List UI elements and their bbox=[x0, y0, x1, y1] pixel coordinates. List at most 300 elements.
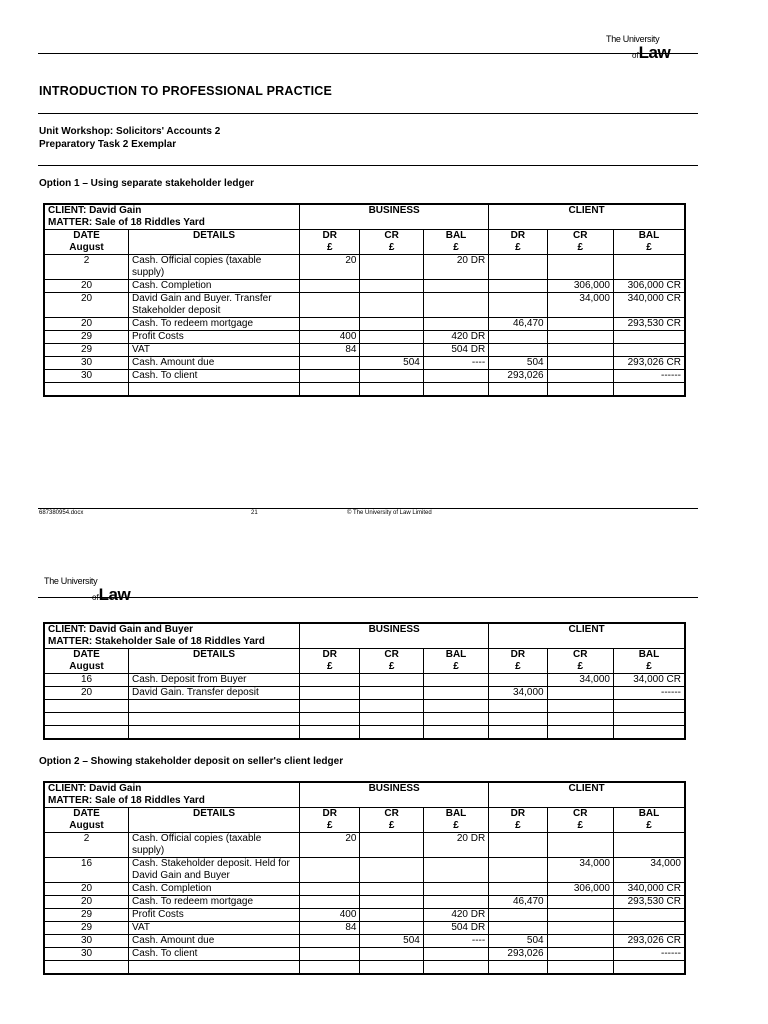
business-bal-cell: 20 DR bbox=[423, 255, 488, 280]
client-cr-cell: 34,000 bbox=[547, 674, 613, 687]
date-cell: 20 bbox=[44, 280, 129, 293]
business-dr-cell: 84 bbox=[300, 344, 360, 357]
client-matter-cell bbox=[44, 623, 300, 649]
date-cell: 29 bbox=[44, 922, 129, 935]
client-bal-cell: 293,530 CR bbox=[613, 896, 685, 909]
logo-of: of bbox=[92, 593, 99, 602]
business-dr-cell bbox=[300, 948, 360, 961]
business-header: BUSINESS bbox=[300, 623, 489, 649]
client-dr-cell bbox=[489, 713, 547, 726]
business-cr-cell bbox=[360, 922, 423, 935]
ledger-row bbox=[44, 293, 685, 318]
business-bal-header bbox=[423, 230, 488, 255]
matter-name: MATTER: Stakeholder Sale of 18 Riddles Yard bbox=[48, 636, 265, 647]
business-dr-cell bbox=[300, 700, 360, 713]
details-cell: Cash. Completion bbox=[129, 280, 300, 293]
date-header bbox=[44, 808, 129, 833]
client-dr-cell: 504 bbox=[489, 935, 547, 948]
cr-label: CR bbox=[384, 808, 399, 819]
business-bal-cell: 504 DR bbox=[423, 344, 488, 357]
date-cell: 20 bbox=[44, 293, 129, 318]
client-cr-header bbox=[547, 808, 613, 833]
stakeholder-ledger bbox=[43, 622, 686, 740]
business-bal-cell bbox=[423, 726, 488, 740]
ledger-row bbox=[44, 935, 685, 948]
pound-label: £ bbox=[646, 661, 652, 672]
details-cell: Cash. Official copies (taxable supply) bbox=[129, 833, 300, 858]
business-dr-header bbox=[300, 230, 360, 255]
client-bal-cell: ------ bbox=[613, 948, 685, 961]
business-dr-header bbox=[300, 808, 360, 833]
date-header bbox=[44, 230, 129, 255]
ledger-row bbox=[44, 383, 685, 397]
client-cr-cell bbox=[547, 318, 613, 331]
client-bal-cell bbox=[613, 961, 685, 975]
date-cell: 30 bbox=[44, 935, 129, 948]
business-cr-cell bbox=[360, 293, 423, 318]
ledger-row bbox=[44, 896, 685, 909]
client-dr-cell bbox=[489, 280, 547, 293]
business-bal-cell bbox=[423, 293, 488, 318]
bal-label: BAL bbox=[445, 808, 467, 819]
details-cell: Cash. Amount due bbox=[129, 935, 300, 948]
footer-copyright: © The University of Law Limited bbox=[347, 510, 432, 516]
client-bal-cell bbox=[613, 713, 685, 726]
business-cr-cell bbox=[360, 344, 423, 357]
client-cr-cell: 306,000 bbox=[547, 280, 613, 293]
client-cr-cell bbox=[547, 331, 613, 344]
client-dr-cell bbox=[489, 922, 547, 935]
date-cell bbox=[44, 700, 129, 713]
business-bal-cell bbox=[423, 383, 488, 397]
client-cr-cell bbox=[547, 896, 613, 909]
date-cell: 30 bbox=[44, 357, 129, 370]
pound-label: £ bbox=[388, 661, 395, 672]
business-bal-cell bbox=[423, 687, 488, 700]
client-dr-cell bbox=[489, 331, 547, 344]
ledger-row bbox=[44, 922, 685, 935]
column-header-row bbox=[44, 230, 685, 255]
business-dr-cell bbox=[300, 293, 360, 318]
business-bal-cell bbox=[423, 700, 488, 713]
ledger-row bbox=[44, 255, 685, 280]
business-dr-cell bbox=[300, 896, 360, 909]
cr-label: CR bbox=[573, 808, 588, 819]
business-dr-cell: 400 bbox=[300, 909, 360, 922]
business-bal-cell bbox=[423, 370, 488, 383]
client-bal-cell: 293,530 CR bbox=[613, 318, 685, 331]
client-dr-cell bbox=[489, 293, 547, 318]
client-cr-cell bbox=[547, 948, 613, 961]
client-bal-cell: 293,026 CR bbox=[613, 357, 685, 370]
ledger-row bbox=[44, 858, 685, 883]
bal-label: BAL bbox=[638, 230, 660, 241]
cr-label: CR bbox=[384, 230, 399, 241]
date-cell bbox=[44, 713, 129, 726]
bal-label: BAL bbox=[445, 230, 467, 241]
dr-label: DR bbox=[510, 230, 526, 241]
details-cell: Cash. To redeem mortgage bbox=[129, 318, 300, 331]
date-cell: 20 bbox=[44, 687, 129, 700]
client-name: CLIENT: David Gain bbox=[48, 783, 142, 794]
client-bal-cell: 340,000 CR bbox=[613, 293, 685, 318]
client-dr-cell bbox=[489, 961, 547, 975]
client-bal-cell bbox=[613, 255, 685, 280]
client-dr-cell bbox=[489, 255, 547, 280]
client-cr-cell bbox=[547, 357, 613, 370]
client-cr-cell bbox=[547, 713, 613, 726]
business-dr-cell bbox=[300, 687, 360, 700]
column-header-row bbox=[44, 649, 685, 674]
client-cr-cell bbox=[547, 833, 613, 858]
client-bal-header bbox=[613, 230, 685, 255]
client-cr-cell bbox=[547, 700, 613, 713]
ledger-header-row bbox=[44, 782, 685, 808]
client-cr-cell: 34,000 bbox=[547, 858, 613, 883]
date-cell: 16 bbox=[44, 674, 129, 687]
details-cell bbox=[129, 726, 300, 740]
dr-label: DR bbox=[322, 649, 337, 660]
date-cell: 29 bbox=[44, 331, 129, 344]
business-cr-cell bbox=[360, 858, 423, 883]
client-bal-cell: ------ bbox=[613, 370, 685, 383]
client-dr-cell bbox=[489, 344, 547, 357]
details-cell bbox=[129, 713, 300, 726]
details-cell bbox=[129, 700, 300, 713]
business-cr-cell bbox=[360, 700, 423, 713]
business-cr-cell bbox=[360, 909, 423, 922]
bal-label: BAL bbox=[638, 649, 660, 660]
ledger-row bbox=[44, 318, 685, 331]
business-dr-header bbox=[300, 649, 360, 674]
logo-line1: The University bbox=[606, 34, 660, 44]
client-dr-cell bbox=[489, 726, 547, 740]
client-name: CLIENT: David Gain bbox=[48, 205, 142, 216]
business-bal-cell bbox=[423, 318, 488, 331]
business-dr-cell bbox=[300, 935, 360, 948]
dr-label: DR bbox=[322, 230, 337, 241]
month-label: August bbox=[69, 242, 104, 253]
pound-label: £ bbox=[388, 242, 395, 253]
client-cr-cell bbox=[547, 922, 613, 935]
date-cell: 2 bbox=[44, 255, 129, 280]
business-dr-cell: 20 bbox=[300, 255, 360, 280]
client-bal-cell bbox=[613, 331, 685, 344]
date-cell: 20 bbox=[44, 883, 129, 896]
client-cr-cell bbox=[547, 255, 613, 280]
task-title: Preparatory Task 2 Exemplar bbox=[39, 139, 177, 150]
client-cr-cell bbox=[547, 726, 613, 740]
footer-page-number: 21 bbox=[251, 510, 258, 516]
cr-label: CR bbox=[573, 230, 588, 241]
details-cell: Cash. Amount due bbox=[129, 357, 300, 370]
client-dr-cell: 34,000 bbox=[489, 687, 547, 700]
client-cr-cell bbox=[547, 370, 613, 383]
dr-label: DR bbox=[510, 808, 526, 819]
footer-rule bbox=[38, 508, 698, 509]
details-cell: Cash. To client bbox=[129, 948, 300, 961]
business-cr-cell: 504 bbox=[360, 357, 423, 370]
logo-law: Law bbox=[638, 43, 671, 62]
client-cr-cell: 34,000 bbox=[547, 293, 613, 318]
university-logo bbox=[606, 30, 670, 62]
header-rule bbox=[38, 53, 698, 54]
business-dr-cell bbox=[300, 280, 360, 293]
details-cell: Cash. Completion bbox=[129, 883, 300, 896]
date-cell bbox=[44, 383, 129, 397]
client-cr-cell bbox=[547, 383, 613, 397]
business-dr-cell bbox=[300, 318, 360, 331]
client-bal-cell: 34,000 bbox=[613, 858, 685, 883]
client-ledger-option2 bbox=[43, 781, 686, 975]
ledger-row bbox=[44, 961, 685, 975]
pound-label: £ bbox=[577, 820, 584, 831]
business-bal-cell: 504 DR bbox=[423, 922, 488, 935]
option2-heading: Option 2 – Showing stakeholder deposit on seller's client ledger bbox=[39, 756, 344, 767]
client-bal-cell bbox=[613, 909, 685, 922]
pound-label: £ bbox=[577, 242, 584, 253]
client-matter-cell bbox=[44, 204, 300, 230]
pound-label: £ bbox=[388, 820, 395, 831]
option1-heading: Option 1 – Using separate stakeholder ledger bbox=[39, 178, 255, 189]
client-ledger-option1 bbox=[43, 203, 686, 397]
business-bal-header bbox=[423, 808, 488, 833]
dr-label: DR bbox=[322, 808, 337, 819]
matter-name: MATTER: Sale of 18 Riddles Yard bbox=[48, 795, 205, 806]
details-cell: Profit Costs bbox=[129, 909, 300, 922]
business-cr-cell bbox=[360, 687, 423, 700]
client-dr-cell bbox=[489, 383, 547, 397]
details-header: DETAILS bbox=[129, 649, 300, 674]
ledger-row bbox=[44, 713, 685, 726]
cr-label: CR bbox=[573, 649, 588, 660]
client-bal-cell: 340,000 CR bbox=[613, 883, 685, 896]
details-cell: Cash. To client bbox=[129, 370, 300, 383]
ledger-header-row bbox=[44, 204, 685, 230]
client-bal-header bbox=[613, 808, 685, 833]
client-bal-cell: 34,000 CR bbox=[613, 674, 685, 687]
date-label: DATE bbox=[73, 230, 100, 241]
date-cell bbox=[44, 726, 129, 740]
business-cr-cell bbox=[360, 726, 423, 740]
pound-label: £ bbox=[646, 820, 652, 831]
business-bal-cell bbox=[423, 948, 488, 961]
client-dr-cell bbox=[489, 700, 547, 713]
business-cr-cell bbox=[360, 318, 423, 331]
business-cr-cell bbox=[360, 674, 423, 687]
date-cell: 30 bbox=[44, 948, 129, 961]
details-cell: David Gain and Buyer. Transfer Stakeholder deposit bbox=[129, 293, 300, 318]
client-bal-cell bbox=[613, 726, 685, 740]
header-rule bbox=[38, 597, 698, 598]
pound-label: £ bbox=[453, 661, 459, 672]
ledger-row bbox=[44, 687, 685, 700]
ledger-row bbox=[44, 909, 685, 922]
client-dr-cell bbox=[489, 858, 547, 883]
client-bal-cell bbox=[613, 700, 685, 713]
pound-label: £ bbox=[577, 661, 584, 672]
client-header: CLIENT bbox=[489, 204, 685, 230]
business-header: BUSINESS bbox=[300, 204, 489, 230]
ledger-row bbox=[44, 344, 685, 357]
client-bal-cell bbox=[613, 344, 685, 357]
business-dr-cell bbox=[300, 357, 360, 370]
business-dr-cell bbox=[300, 883, 360, 896]
bal-label: BAL bbox=[445, 649, 467, 660]
logo-law: Law bbox=[98, 585, 131, 604]
details-cell: Cash. Official copies (taxable supply) bbox=[129, 255, 300, 280]
business-bal-cell bbox=[423, 858, 488, 883]
client-cr-cell bbox=[547, 344, 613, 357]
column-header-row bbox=[44, 808, 685, 833]
client-dr-cell bbox=[489, 909, 547, 922]
ledger-row bbox=[44, 674, 685, 687]
details-cell: Profit Costs bbox=[129, 331, 300, 344]
business-dr-cell: 84 bbox=[300, 922, 360, 935]
pound-label: £ bbox=[326, 820, 333, 831]
details-cell: Cash. Deposit from Buyer bbox=[129, 674, 300, 687]
client-cr-header bbox=[547, 649, 613, 674]
month-label: August bbox=[69, 661, 104, 672]
business-cr-header bbox=[360, 649, 423, 674]
business-cr-cell bbox=[360, 833, 423, 858]
business-cr-cell bbox=[360, 280, 423, 293]
client-cr-cell bbox=[547, 961, 613, 975]
date-cell: 16 bbox=[44, 858, 129, 883]
logo-of: of bbox=[632, 51, 639, 60]
business-cr-cell bbox=[360, 370, 423, 383]
business-bal-cell bbox=[423, 713, 488, 726]
business-dr-cell bbox=[300, 383, 360, 397]
business-dr-cell bbox=[300, 858, 360, 883]
client-cr-cell bbox=[547, 935, 613, 948]
details-cell: Cash. Stakeholder deposit. Held for David Gain and Buyer bbox=[129, 858, 300, 883]
business-bal-cell: 20 DR bbox=[423, 833, 488, 858]
client-cr-cell bbox=[547, 687, 613, 700]
business-bal-cell: ---- bbox=[423, 935, 488, 948]
client-dr-cell bbox=[489, 674, 547, 687]
client-dr-cell: 293,026 bbox=[489, 370, 547, 383]
client-matter-cell bbox=[44, 782, 300, 808]
ledger-row bbox=[44, 357, 685, 370]
date-cell bbox=[44, 961, 129, 975]
date-label: DATE bbox=[73, 649, 100, 660]
date-header bbox=[44, 649, 129, 674]
client-bal-cell bbox=[613, 922, 685, 935]
client-dr-cell bbox=[489, 833, 547, 858]
pound-label: £ bbox=[453, 242, 459, 253]
pound-label: £ bbox=[515, 820, 521, 831]
client-header: CLIENT bbox=[489, 623, 685, 649]
date-cell: 29 bbox=[44, 344, 129, 357]
business-dr-cell bbox=[300, 713, 360, 726]
ledger-row bbox=[44, 331, 685, 344]
client-dr-header bbox=[489, 808, 547, 833]
client-header: CLIENT bbox=[489, 782, 685, 808]
business-dr-cell bbox=[300, 726, 360, 740]
client-dr-cell bbox=[489, 883, 547, 896]
business-dr-cell: 400 bbox=[300, 331, 360, 344]
business-cr-cell bbox=[360, 896, 423, 909]
pound-label: £ bbox=[646, 242, 652, 253]
date-cell: 2 bbox=[44, 833, 129, 858]
pound-label: £ bbox=[326, 661, 333, 672]
client-bal-cell: 293,026 CR bbox=[613, 935, 685, 948]
details-cell: David Gain. Transfer deposit bbox=[129, 687, 300, 700]
business-dr-cell bbox=[300, 370, 360, 383]
business-bal-cell: 420 DR bbox=[423, 909, 488, 922]
month-label: August bbox=[69, 820, 104, 831]
business-cr-cell bbox=[360, 961, 423, 975]
ledger-row bbox=[44, 948, 685, 961]
business-cr-cell bbox=[360, 331, 423, 344]
date-cell: 30 bbox=[44, 370, 129, 383]
business-dr-cell bbox=[300, 674, 360, 687]
date-cell: 29 bbox=[44, 909, 129, 922]
pound-label: £ bbox=[326, 242, 333, 253]
pound-label: £ bbox=[515, 661, 521, 672]
client-bal-cell bbox=[613, 383, 685, 397]
ledger-row bbox=[44, 370, 685, 383]
client-cr-cell bbox=[547, 909, 613, 922]
business-bal-cell: 420 DR bbox=[423, 331, 488, 344]
business-dr-cell: 20 bbox=[300, 833, 360, 858]
details-cell bbox=[129, 961, 300, 975]
client-bal-cell bbox=[613, 833, 685, 858]
business-bal-cell: ---- bbox=[423, 357, 488, 370]
client-name: CLIENT: David Gain and Buyer bbox=[48, 624, 194, 635]
business-cr-cell bbox=[360, 948, 423, 961]
ledger-row bbox=[44, 280, 685, 293]
cr-label: CR bbox=[384, 649, 399, 660]
business-cr-header bbox=[360, 230, 423, 255]
matter-name: MATTER: Sale of 18 Riddles Yard bbox=[48, 217, 205, 228]
details-cell bbox=[129, 383, 300, 397]
date-cell: 20 bbox=[44, 318, 129, 331]
footer-filename: 687380954.docx bbox=[39, 510, 84, 516]
client-cr-header bbox=[547, 230, 613, 255]
business-bal-cell bbox=[423, 883, 488, 896]
business-bal-cell bbox=[423, 961, 488, 975]
unit-title: Unit Workshop: Solicitors' Accounts 2 bbox=[39, 126, 221, 137]
divider bbox=[38, 113, 698, 114]
client-dr-cell: 46,470 bbox=[489, 318, 547, 331]
dr-label: DR bbox=[510, 649, 526, 660]
business-cr-cell bbox=[360, 383, 423, 397]
business-cr-cell bbox=[360, 883, 423, 896]
details-cell: Cash. To redeem mortgage bbox=[129, 896, 300, 909]
date-cell: 20 bbox=[44, 896, 129, 909]
course-title: INTRODUCTION TO PROFESSIONAL PRACTICE bbox=[39, 84, 333, 98]
client-dr-cell: 46,470 bbox=[489, 896, 547, 909]
ledger-row bbox=[44, 883, 685, 896]
pound-label: £ bbox=[453, 820, 459, 831]
ledger-row bbox=[44, 726, 685, 740]
client-cr-cell: 306,000 bbox=[547, 883, 613, 896]
business-bal-cell bbox=[423, 896, 488, 909]
business-cr-cell: 504 bbox=[360, 935, 423, 948]
details-cell: VAT bbox=[129, 344, 300, 357]
logo-line1: The University bbox=[44, 576, 98, 586]
client-dr-cell: 293,026 bbox=[489, 948, 547, 961]
ledger-row bbox=[44, 833, 685, 858]
university-logo bbox=[44, 572, 130, 604]
bal-label: BAL bbox=[638, 808, 660, 819]
date-label: DATE bbox=[73, 808, 100, 819]
business-bal-cell bbox=[423, 280, 488, 293]
details-header: DETAILS bbox=[129, 808, 300, 833]
ledger-row bbox=[44, 700, 685, 713]
